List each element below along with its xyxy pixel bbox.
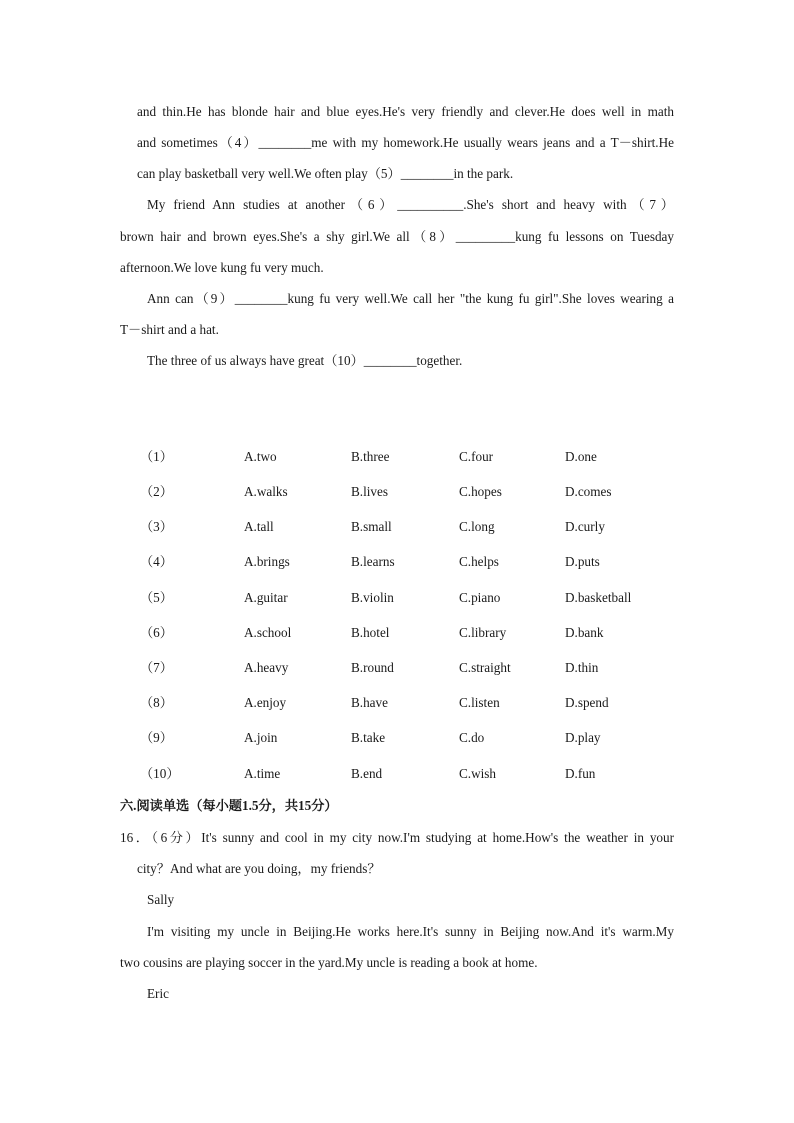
- option-d[interactable]: D.curly: [565, 519, 605, 534]
- option-a[interactable]: A.join: [244, 730, 278, 745]
- option-d[interactable]: D.bank: [565, 625, 604, 640]
- passage-line: Ann can（9）________kung fu very well.We call her "the kung fu girl".She loves wearing a: [147, 291, 674, 306]
- passage-line: brown hair and brown eyes.She's a shy girl.We all（8）_________kung fu lessons on Tuesday: [120, 229, 674, 244]
- passage-line: The three of us always have great（10）________together.: [147, 353, 463, 368]
- question-number: （4）: [140, 554, 173, 569]
- passage-line: T－shirt and a hat.: [120, 322, 219, 337]
- letter-paragraph: I'm visiting my uncle in Beijing.He works here.It's sunny in Beijing now.And it's warm.My: [147, 924, 674, 939]
- option-b[interactable]: B.have: [351, 695, 388, 710]
- option-b[interactable]: B.take: [351, 730, 386, 745]
- question-number: （1）: [140, 449, 173, 464]
- option-c[interactable]: C.straight: [459, 660, 511, 675]
- passage-line: and sometimes（4）________me with my homework.He usually wears jeans and a T－shirt.He: [137, 135, 674, 150]
- question-number: （9）: [140, 730, 173, 745]
- passage-line: My friend Ann studies at another（6）__________.She's short and heavy with（7）: [147, 197, 674, 212]
- option-c[interactable]: C.hopes: [459, 484, 502, 499]
- option-c[interactable]: C.library: [459, 625, 507, 640]
- option-b[interactable]: B.learns: [351, 554, 395, 569]
- question-number: （7）: [140, 660, 173, 675]
- question-number: （5）: [140, 590, 173, 605]
- option-d[interactable]: D.basketball: [565, 590, 632, 605]
- section-heading: 六.阅读单选（每小题1.5分，共15分）: [120, 798, 338, 813]
- option-c[interactable]: C.four: [459, 449, 494, 464]
- option-a[interactable]: A.two: [244, 449, 277, 464]
- option-a[interactable]: A.heavy: [244, 660, 289, 675]
- option-a[interactable]: A.time: [244, 766, 281, 781]
- question-number: （3）: [140, 519, 173, 534]
- question-number: （8）: [140, 695, 173, 710]
- option-b[interactable]: B.three: [351, 449, 390, 464]
- option-b[interactable]: B.lives: [351, 484, 388, 499]
- signature-sally: Sally: [147, 892, 175, 907]
- option-a[interactable]: A.tall: [244, 519, 274, 534]
- option-d[interactable]: D.comes: [565, 484, 612, 499]
- option-b[interactable]: B.hotel: [351, 625, 390, 640]
- option-d[interactable]: D.one: [565, 449, 597, 464]
- option-c[interactable]: C.wish: [459, 766, 497, 781]
- letter-paragraph: two cousins are playing soccer in the yard.My uncle is reading a book at home.: [120, 955, 538, 970]
- option-c[interactable]: C.helps: [459, 554, 499, 569]
- question-16-text: city？And what are you doing，my friends？: [137, 861, 381, 876]
- option-d[interactable]: D.thin: [565, 660, 599, 675]
- option-a[interactable]: A.guitar: [244, 590, 288, 605]
- passage-line: can play basketball very well.We often play（5）________in the park.: [137, 166, 514, 181]
- option-d[interactable]: D.fun: [565, 766, 596, 781]
- question-16-text: 16．（6分）It's sunny and cool in my city now.I'm studying at home.How's the weather in your: [120, 830, 674, 845]
- option-d[interactable]: D.puts: [565, 554, 600, 569]
- option-c[interactable]: C.long: [459, 519, 495, 534]
- option-c[interactable]: C.piano: [459, 590, 501, 605]
- option-a[interactable]: A.walks: [244, 484, 288, 499]
- option-b[interactable]: B.end: [351, 766, 383, 781]
- question-number: （10）: [140, 766, 180, 781]
- option-a[interactable]: A.school: [244, 625, 292, 640]
- option-c[interactable]: C.listen: [459, 695, 500, 710]
- option-a[interactable]: A.enjoy: [244, 695, 287, 710]
- option-d[interactable]: D.spend: [565, 695, 609, 710]
- option-d[interactable]: D.play: [565, 730, 601, 745]
- option-c[interactable]: C.do: [459, 730, 485, 745]
- passage-line: and thin.He has blonde hair and blue eyes.He's very friendly and clever.He does well in math: [137, 104, 674, 119]
- option-b[interactable]: B.small: [351, 519, 392, 534]
- question-number: （2）: [140, 484, 173, 499]
- question-number: （6）: [140, 625, 173, 640]
- option-b[interactable]: B.violin: [351, 590, 394, 605]
- passage-line: afternoon.We love kung fu very much.: [120, 260, 324, 275]
- signature-eric: Eric: [147, 986, 169, 1001]
- option-a[interactable]: A.brings: [244, 554, 290, 569]
- option-b[interactable]: B.round: [351, 660, 394, 675]
